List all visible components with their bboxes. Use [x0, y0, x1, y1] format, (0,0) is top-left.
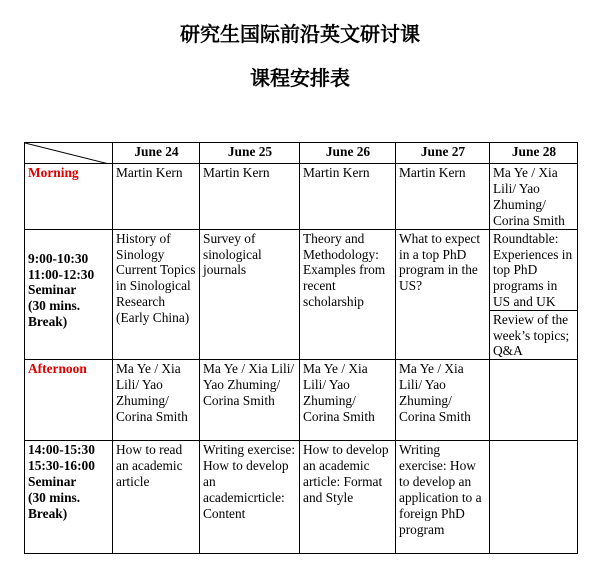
morning-cell-3: Martin Kern [300, 164, 396, 230]
date-header-1: June 24 [113, 143, 200, 164]
schedule-table [24, 142, 578, 554]
morning-time-1: 9:00-10:30 [28, 250, 89, 266]
morning-cell-1: Martin Kern [113, 164, 200, 230]
afternoon-cell-3: Ma Ye / Xia Lili/ Yao Zhuming/ Corina Smith [300, 360, 396, 441]
afternoon-session-cell-4: Writing exercise: How to develop an application to a foreign PhD program [396, 441, 490, 554]
morning-session-cell-4: What to expect in a top PhD program in the US? [396, 229, 490, 360]
afternoon-cell-4: Ma Ye / Xia Lili/ Yao Zhuming/ Corina Smith [396, 360, 490, 441]
morning-break-1: (30 mins. [28, 298, 81, 314]
afternoon-session-cell-5 [490, 441, 578, 554]
afternoon-cell-2: Ma Ye / Xia Lili/ Yao Zhuming/ Corina Smith [200, 360, 300, 441]
date-header-5: June 28 [490, 143, 578, 164]
afternoon-session-cell-2: Writing exercise: How to develop an academicrticle: Content [200, 441, 300, 554]
morning-session-label [25, 229, 113, 360]
afternoon-session-row [25, 441, 578, 554]
afternoon-cell-5 [490, 360, 578, 441]
morning-time-2: 11:00-12:30 [28, 266, 95, 282]
morning-seminar: Seminar [28, 282, 77, 298]
morning-row [25, 164, 578, 230]
morning-session-cell-3: Theory and Methodology: Examples from recent scholarship [300, 229, 396, 360]
afternoon-seminar: Seminar [28, 474, 77, 490]
afternoon-session-cell-3: How to develop an academic article: Format and Style [300, 441, 396, 554]
afternoon-break-1: (30 mins. [28, 490, 81, 506]
morning-session-cell-1: History of Sinology Current Topics in Sinological Research (Early China) [113, 229, 200, 360]
morning-break-2: Break) [28, 314, 68, 330]
corner-cell [25, 143, 113, 164]
date-header-4: June 27 [396, 143, 490, 164]
page-title: 研究生国际前沿英文研讨课 [180, 22, 420, 46]
diagonal-line [25, 143, 113, 164]
roundtable-block: Roundtable: Experiences in top PhD programs in US and UK [490, 230, 577, 311]
afternoon-row [25, 360, 578, 441]
morning-session-cell-5 [490, 229, 578, 360]
morning-cell-5: Ma Ye / Xia Lili/ Yao Zhuming/ Corina Smith [490, 164, 578, 230]
morning-session-row [25, 229, 578, 360]
morning-cell-2: Martin Kern [200, 164, 300, 230]
date-header-2: June 25 [200, 143, 300, 164]
page-subtitle: 课程安排表 [250, 66, 350, 90]
header-row [25, 143, 578, 164]
afternoon-cell-1: Ma Ye / Xia Lili/ Yao Zhuming/ Corina Smith [113, 360, 200, 441]
morning-session-cell-2: Survey of sinological journals [200, 229, 300, 360]
afternoon-label: Afternoon [25, 360, 113, 441]
afternoon-session-cell-1: How to read an academic article [113, 441, 200, 554]
date-header-3: June 26 [300, 143, 396, 164]
morning-label: Morning [25, 164, 113, 230]
afternoon-session-label [25, 441, 113, 554]
afternoon-break-2: Break) [28, 505, 68, 521]
afternoon-time-1: 14:00-15:30 [28, 442, 95, 458]
review-block: Review of the week’s topics; Q&A [493, 311, 570, 359]
afternoon-time-2: 15:30-16:00 [28, 458, 95, 474]
morning-cell-4: Martin Kern [396, 164, 490, 230]
